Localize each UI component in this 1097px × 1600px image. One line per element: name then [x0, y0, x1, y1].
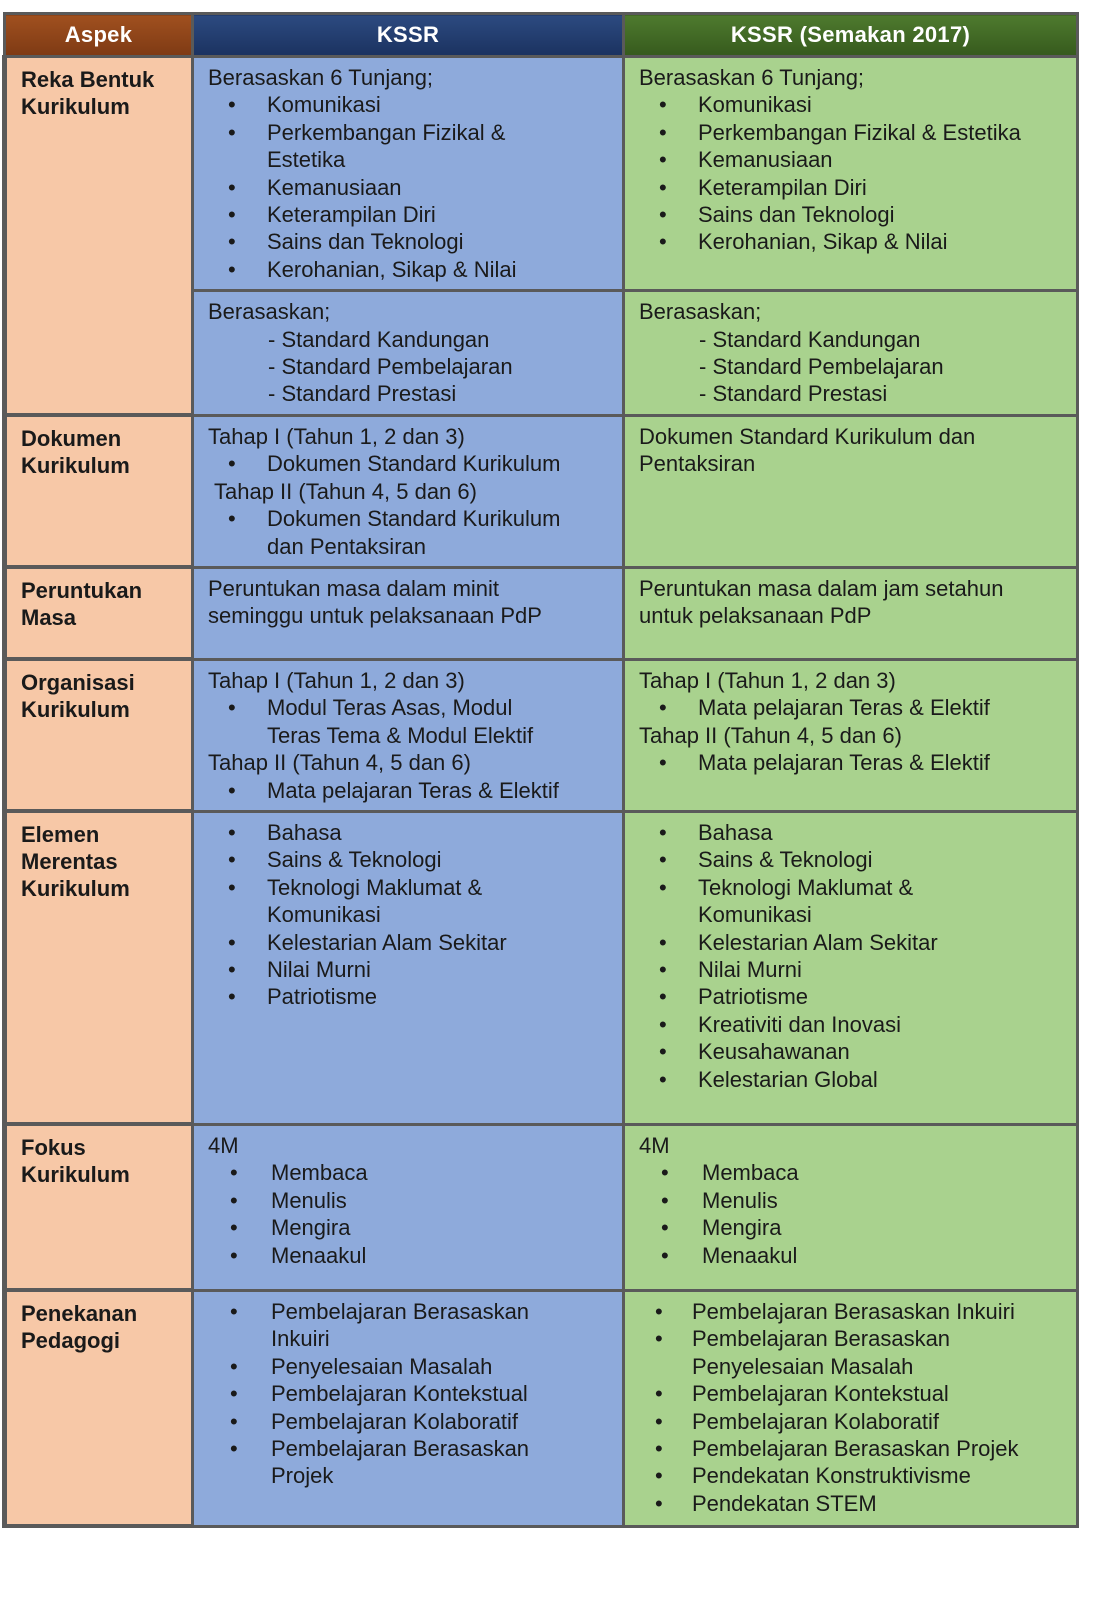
aspek-dokumen: Dokumen Kurikulum [5, 415, 193, 567]
list-item: • Keterampilan Diri [639, 174, 1068, 201]
cell-text: Dokumen Standard Kurikulum dan Pentaksiran [639, 423, 976, 477]
tahap-label: Tahap II (Tahun 4, 5 dan 6) [208, 750, 471, 776]
list-item: • Teknologi Maklumat & Komunikasi [639, 874, 948, 929]
list-item: • Keterampilan Diri [208, 201, 614, 228]
list-item: • Membaca [639, 1159, 1068, 1186]
list-item: • Penyelesaian Masalah [208, 1353, 614, 1380]
list-item: • Pembelajaran Berasaskan Inkuiri [208, 1298, 561, 1353]
list-item: • Nilai Murni [208, 956, 614, 983]
cell-intro: 4M [639, 1132, 670, 1158]
kssr-penekanan-cell [193, 1290, 624, 1526]
list-item: - Standard Prestasi [699, 381, 888, 407]
header-aspek: Aspek [5, 14, 193, 57]
aspek-penekanan: Penekanan Pedagogi [5, 1290, 193, 1526]
list-item: • Sains dan Teknologi [639, 201, 1068, 228]
list-item: • Membaca [208, 1159, 614, 1186]
aspek-elemen: Elemen Merentas Kurikulum [5, 811, 193, 1124]
list-item: • Dokumen Standard Kurikulum dan Pentaksiran [208, 505, 597, 560]
list-item: • Pendekatan Konstruktivisme [639, 1462, 1068, 1489]
list-item: • Perkembangan Fizikal & Estetika [639, 119, 1068, 146]
list-item: • Menulis [208, 1187, 614, 1214]
kssr-organisasi-cell [193, 659, 624, 811]
semakan-elemen-cell [624, 811, 1078, 1124]
list-item: • Sains & Teknologi [639, 846, 1068, 873]
aspek-reka-bentuk: Reka Bentuk Kurikulum [5, 57, 193, 416]
list-item: • Kelestarian Alam Sekitar [208, 929, 614, 956]
header-kssr-semakan: KSSR (Semakan 2017) [624, 14, 1078, 57]
cell-intro: Berasaskan; [639, 299, 762, 325]
tahap-label: Tahap II (Tahun 4, 5 dan 6) [639, 722, 902, 748]
aspek-organisasi: Organisasi Kurikulum [5, 659, 193, 811]
list-item: • Mata pelajaran Teras & Elektif [639, 749, 1068, 776]
list-item: • Kemanusiaan [639, 146, 1068, 173]
list-item: • Kemanusiaan [208, 174, 614, 201]
aspek-fokus: Fokus Kurikulum [5, 1124, 193, 1290]
semakan-organisasi-cell [624, 659, 1078, 811]
semakan-fokus-cell [624, 1124, 1078, 1290]
tahap-label: Tahap II (Tahun 4, 5 dan 6) [214, 478, 477, 504]
list-item: • Kelestarian Alam Sekitar [639, 929, 1068, 956]
tahap-label: Tahap I (Tahun 1, 2 dan 3) [208, 423, 465, 449]
list-item: • Pembelajaran Berasaskan Projek [639, 1435, 1068, 1462]
list-item: • Kerohanian, Sikap & Nilai [639, 228, 1068, 255]
list-item: - Standard Kandungan [268, 326, 490, 352]
list-item: • Nilai Murni [639, 956, 1068, 983]
list-item: - Standard Prestasi [268, 381, 457, 407]
semakan-penekanan-cell [624, 1290, 1078, 1526]
list-item: • Teknologi Maklumat & Komunikasi [208, 874, 517, 929]
list-item: • Pembelajaran Berasaskan Projek [208, 1435, 561, 1490]
cell-intro: Berasaskan 6 Tunjang; [208, 65, 434, 90]
list-item: • Menaakul [208, 1242, 614, 1269]
comparison-table [2, 12, 1079, 1528]
list-item: • Pembelajaran Kontekstual [208, 1380, 614, 1407]
cell-intro: Berasaskan; [208, 299, 331, 325]
semakan-peruntukan-cell [624, 567, 1078, 659]
table-row [5, 1124, 1078, 1290]
table-row [5, 57, 1078, 291]
list-item: - Standard Kandungan [699, 326, 921, 352]
list-item: • Pembelajaran Berasaskan Penyelesaian Masalah [639, 1325, 982, 1380]
cell-intro: Berasaskan 6 Tunjang; [639, 65, 865, 90]
list-item: • Patriotisme [639, 983, 1068, 1010]
list-item: • Sains dan Teknologi [208, 228, 614, 255]
list-item: • Kreativiti dan Inovasi [639, 1011, 1068, 1038]
list-item: • Menulis [639, 1187, 1068, 1214]
list-item: • Pembelajaran Kontekstual [639, 1380, 1068, 1407]
list-item: • Kerohanian, Sikap & Nilai [208, 256, 614, 283]
kssr-fokus-cell [193, 1124, 624, 1290]
semakan-standard-cell [624, 291, 1078, 416]
list-item: • Komunikasi [639, 91, 1068, 118]
list-item: • Pembelajaran Kolaboratif [639, 1408, 1068, 1435]
list-item: • Mata pelajaran Teras & Elektif [208, 777, 614, 804]
tahap-label: Tahap I (Tahun 1, 2 dan 3) [639, 667, 896, 693]
list-item: • Keusahawanan [639, 1038, 1068, 1065]
semakan-tunjang-cell [624, 57, 1078, 291]
list-item: • Perkembangan Fizikal & Estetika [208, 119, 537, 174]
table-row [5, 811, 1078, 1124]
list-item: • Sains & Teknologi [208, 846, 614, 873]
kssr-tunjang-cell [193, 57, 624, 291]
list-item: • Komunikasi [208, 91, 614, 118]
table-row [5, 1290, 1078, 1526]
list-item: • Mengira [208, 1214, 614, 1241]
kssr-dokumen-cell [193, 415, 624, 567]
list-item: - Standard Pembelajaran [268, 354, 513, 380]
list-item: • Mata pelajaran Teras & Elektif [639, 694, 1068, 721]
cell-text: Peruntukan masa dalam jam setahun untuk pelaksanaan PdP [639, 575, 1004, 629]
list-item: • Bahasa [639, 819, 1068, 846]
list-item: • Modul Teras Asas, Modul Teras Tema & Modul Elektif [208, 694, 567, 749]
tahap-label: Tahap I (Tahun 1, 2 dan 3) [208, 667, 465, 693]
kssr-peruntukan-cell [193, 567, 624, 659]
list-item: • Dokumen Standard Kurikulum [208, 450, 614, 477]
list-item: • Pembelajaran Berasaskan Inkuiri [639, 1298, 1068, 1325]
list-item: • Pembelajaran Kolaboratif [208, 1408, 614, 1435]
semakan-dokumen-cell [624, 415, 1078, 567]
kssr-elemen-cell [193, 811, 624, 1124]
table-row [5, 415, 1078, 567]
aspek-peruntukan: Peruntukan Masa [5, 567, 193, 659]
list-item: • Menaakul [639, 1242, 1068, 1269]
list-item: • Mengira [639, 1214, 1068, 1241]
cell-text: Peruntukan masa dalam minit seminggu untuk pelaksanaan PdP [208, 575, 542, 629]
header-kssr: KSSR [193, 14, 624, 57]
cell-intro: 4M [208, 1132, 239, 1158]
list-item: • Kelestarian Global [639, 1066, 1068, 1093]
list-item: • Pendekatan STEM [639, 1490, 1068, 1517]
table-row [5, 567, 1078, 659]
header-row [5, 14, 1078, 57]
kssr-standard-cell [193, 291, 624, 416]
list-item: • Patriotisme [208, 983, 614, 1010]
table-row [5, 659, 1078, 811]
list-item: - Standard Pembelajaran [699, 354, 944, 380]
list-item: • Bahasa [208, 819, 614, 846]
